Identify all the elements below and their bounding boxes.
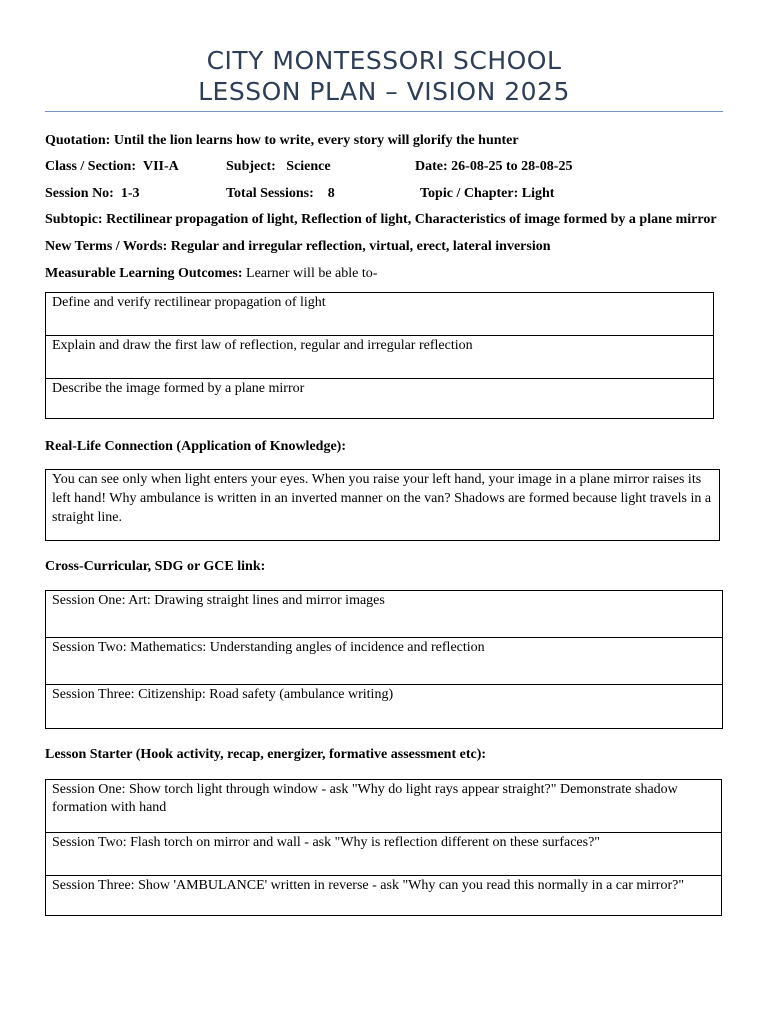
outcome-row: Define and verify rectilinear propagation of light	[52, 295, 326, 310]
lesson-starter-line: formation with hand	[52, 800, 167, 815]
total-sessions	[226, 185, 335, 203]
total-sessions-label: Total Sessions:	[226, 186, 314, 201]
lesson-starter-row	[46, 875, 721, 917]
topic-value: Light	[521, 186, 555, 201]
topic	[420, 185, 554, 203]
page-title: LESSON PLAN – VISION 2025	[198, 77, 570, 106]
quotation: Quotation: Until the lion learns how to write, every story will glorify the hunter	[45, 133, 519, 148]
lesson-starter-row	[46, 832, 721, 875]
cross-curricular-row: Session Three: Citizenship: Road safety (ambulance writing)	[46, 684, 722, 730]
learning-outcomes-heading	[45, 265, 377, 283]
class-section-label: Class / Section:	[45, 159, 136, 174]
topic-label: Topic / Chapter:	[420, 186, 519, 201]
date-value: 26-08-25 to 28-08-25	[451, 159, 573, 174]
outcome-row: Explain and draw the first law of reflection, regular and irregular reflection	[46, 335, 713, 378]
lesson-starter-line: Session Three: Show 'AMBULANCE' written in reverse - ask "Why can you read this normally in a car mirror?"	[52, 878, 685, 893]
new-terms: New Terms / Words: Regular and irregular reflection, virtual, erect, lateral inversion	[45, 239, 551, 254]
real-life-text	[52, 470, 711, 527]
class-section	[45, 158, 179, 176]
cross-curricular-row: Session Two: Mathematics: Understanding angles of incidence and reflection	[46, 637, 722, 684]
learning-outcomes-intro: Learner will be able to-	[246, 266, 378, 281]
lesson-starter-line: Session Two: Flash torch on mirror and wall - ask "Why is reflection different on these surfaces?"	[52, 835, 601, 850]
cross-curricular-table	[45, 590, 723, 729]
school-name: CITY MONTESSORI SCHOOL	[206, 46, 562, 75]
session-no-label: Session No:	[45, 186, 114, 201]
learning-outcomes-table	[45, 292, 714, 419]
subtopic: Subtopic: Rectilinear propagation of light, Reflection of light, Characteristics of image formed by a plane mirror	[45, 212, 717, 227]
title-divider	[45, 111, 723, 112]
lesson-starter-row	[46, 780, 721, 832]
lesson-starter-heading: Lesson Starter (Hook activity, recap, energizer, formative assessment etc):	[45, 747, 487, 762]
class-section-value: VII-A	[143, 159, 179, 174]
subject-value: Science	[286, 159, 331, 174]
real-life-line: left hand! Why ambulance is written in an inverted manner on the van? Shadows are formed because light travels in a	[52, 491, 712, 506]
real-life-box	[45, 469, 720, 541]
cross-curricular-row: Session One: Art: Drawing straight lines and mirror images	[52, 593, 385, 608]
subject	[226, 158, 331, 176]
cross-curricular-heading: Cross-Curricular, SDG or GCE link:	[45, 559, 266, 574]
subject-label: Subject:	[226, 159, 276, 174]
learning-outcomes-label: Measurable Learning Outcomes:	[45, 266, 243, 281]
real-life-line: You can see only when light enters your eyes. When you raise your left hand, your image in a plane mirror raises its	[52, 472, 702, 487]
total-sessions-value: 8	[327, 186, 335, 201]
date-label: Date:	[415, 159, 448, 174]
lesson-starter-table	[45, 779, 722, 916]
lesson-starter-line: Session One: Show torch light through window - ask "Why do light rays appear straight?" Demonstrate shadow	[52, 782, 678, 797]
outcome-row: Describe the image formed by a plane mirror	[46, 378, 713, 420]
session-no-value: 1-3	[120, 186, 140, 201]
session-no	[45, 185, 140, 203]
date	[415, 158, 572, 176]
real-life-heading: Real-Life Connection (Application of Knowledge):	[45, 439, 346, 454]
real-life-line: straight line.	[52, 510, 122, 525]
